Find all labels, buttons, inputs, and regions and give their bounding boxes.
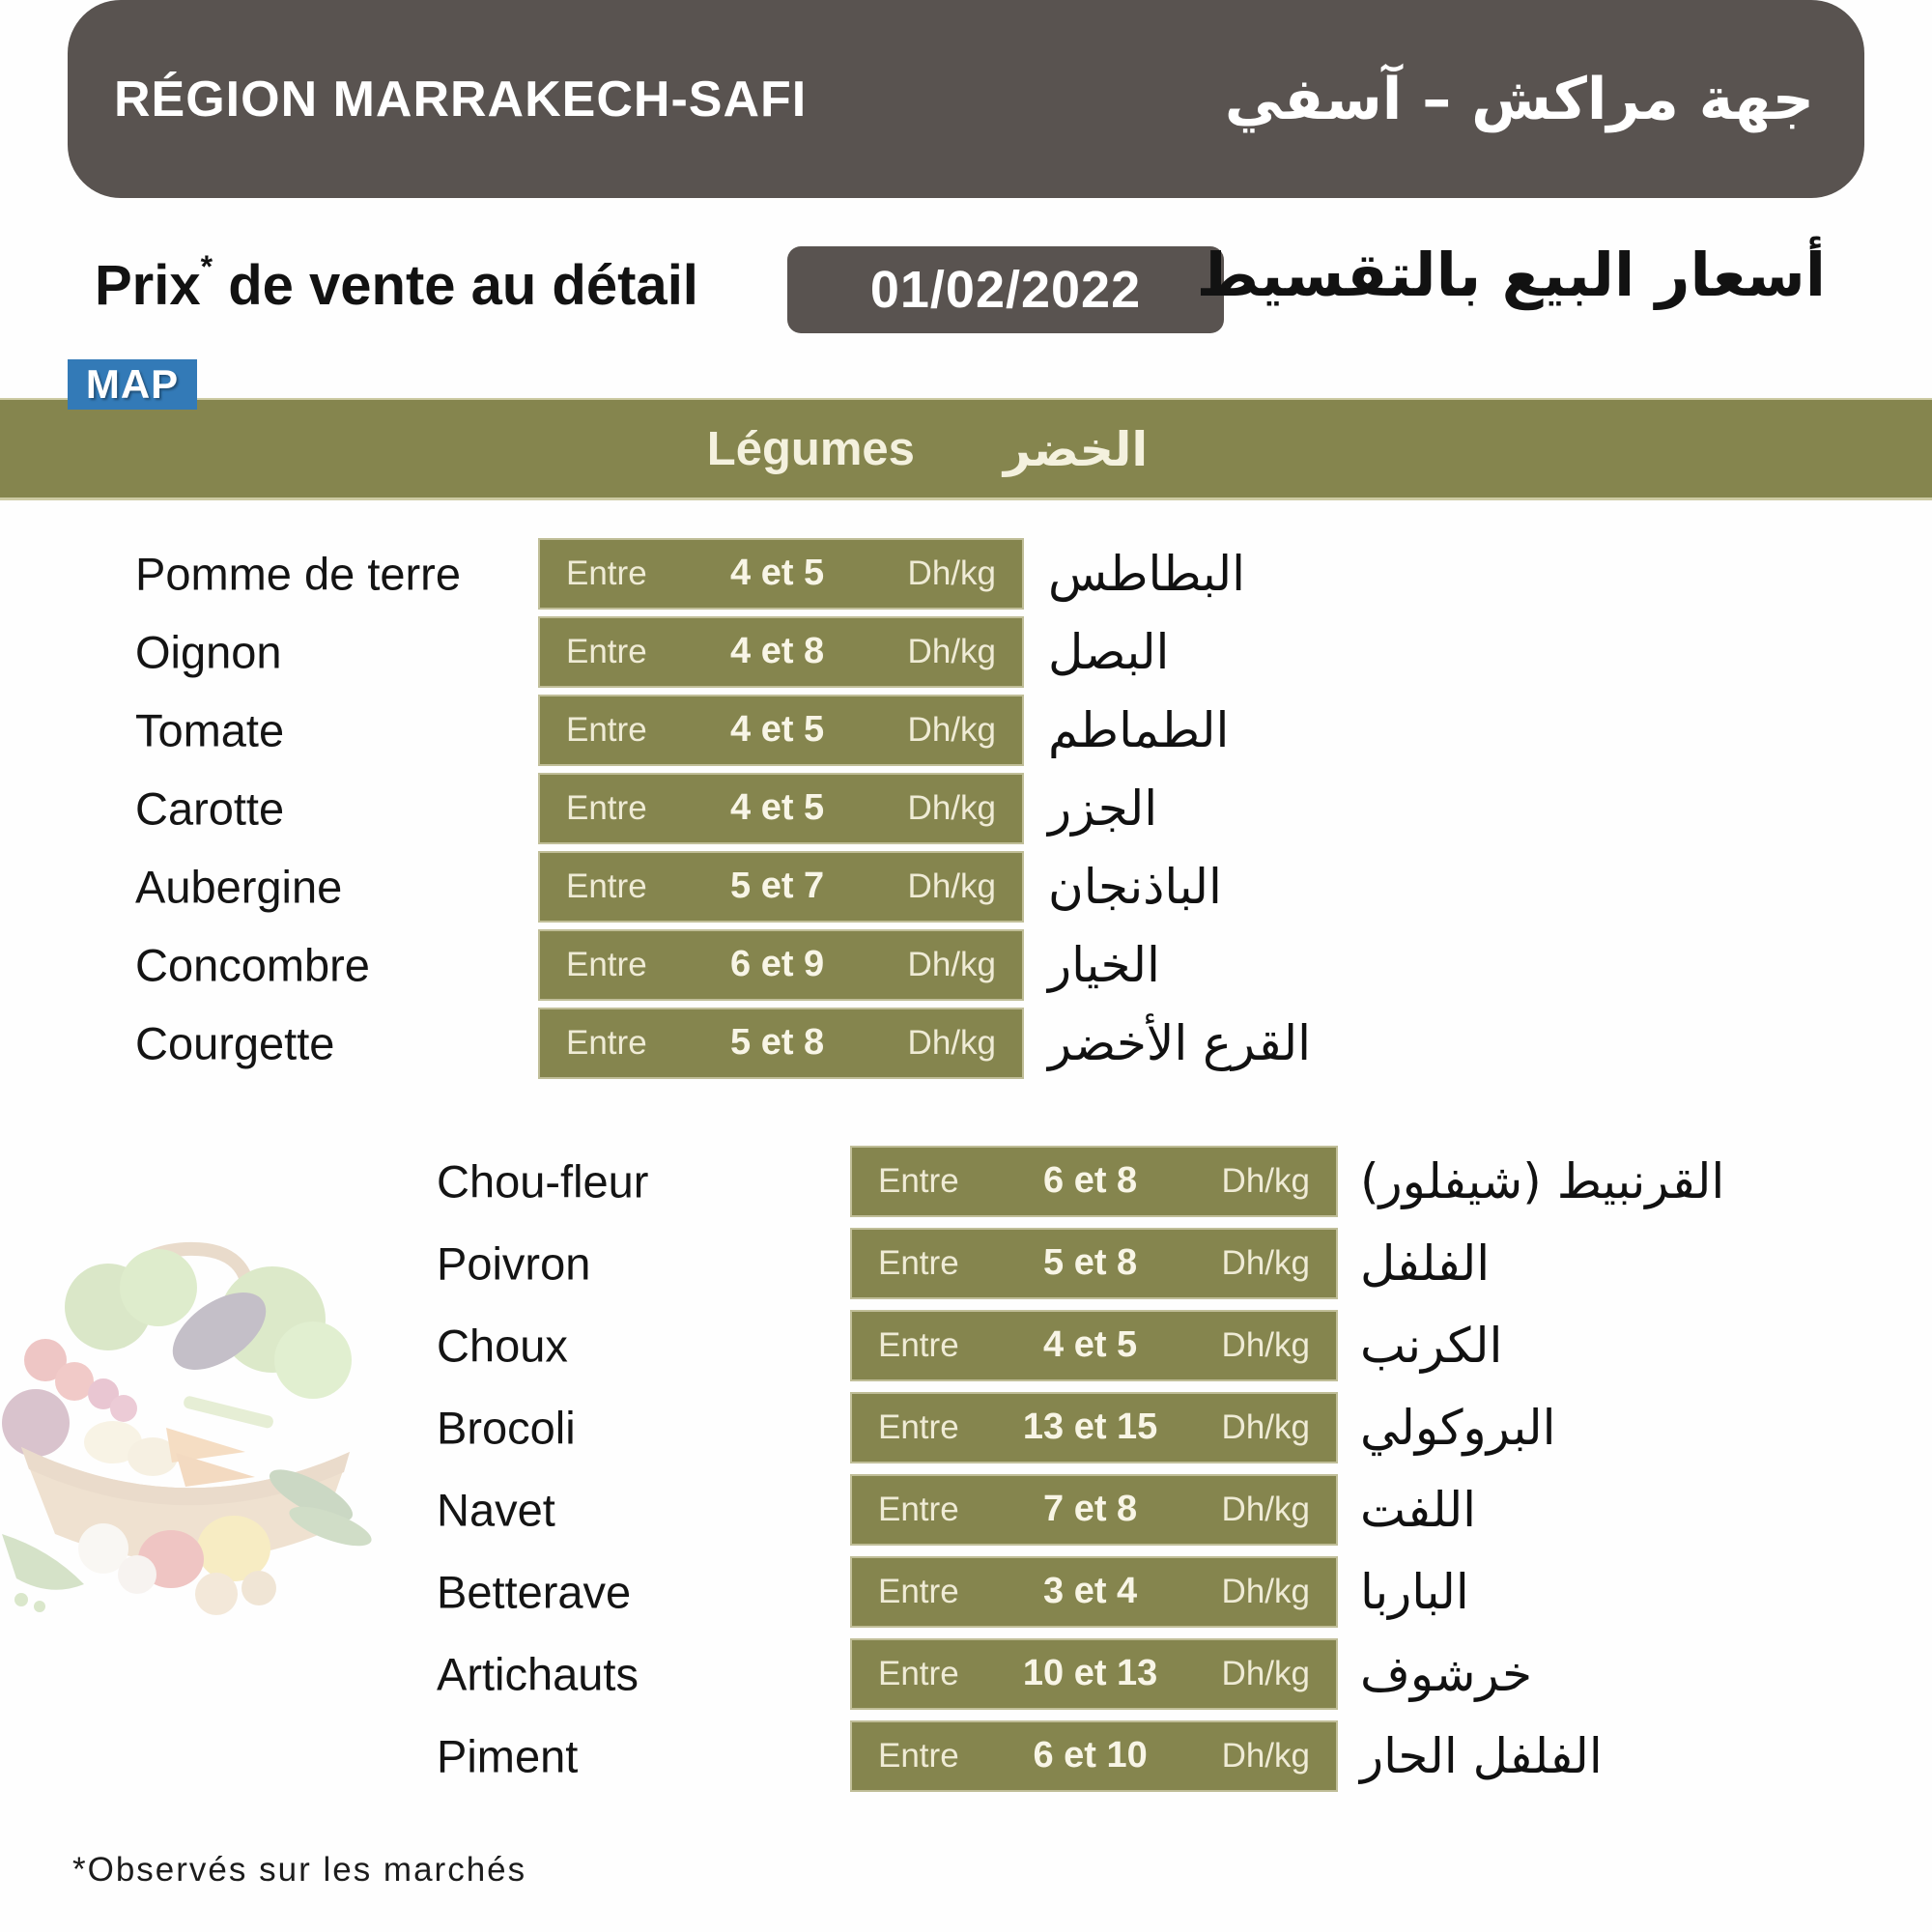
price-range-value: 4 et 5 — [730, 787, 825, 828]
price-row — [0, 1386, 1932, 1468]
vegetable-name-fr: Concombre — [135, 939, 370, 990]
page-title-ar: أسعار البيع بالتقسيط — [1196, 240, 1826, 310]
price-unit-label: Dh/kg — [907, 554, 996, 592]
title-prix-word: Prix — [95, 254, 201, 317]
footnote: *Observés sur les marchés — [72, 1851, 527, 1889]
price-badge — [538, 538, 1024, 610]
price-range-value: 10 et 13 — [1022, 1653, 1158, 1693]
vegetable-name-ar: البروكولي — [1360, 1399, 1556, 1456]
price-badge — [538, 616, 1024, 688]
price-row — [0, 1222, 1932, 1304]
price-prefix-label: Entre — [566, 788, 647, 827]
vegetable-name-fr: Pomme de terre — [135, 548, 461, 599]
vegetable-name-ar: الطماطم — [1048, 701, 1230, 758]
vegetable-name-ar: البصل — [1048, 623, 1170, 680]
price-row — [0, 1633, 1932, 1715]
price-row — [0, 691, 1932, 769]
map-agency-logo: MAP — [68, 359, 197, 410]
price-range-value: 4 et 5 — [1043, 1324, 1138, 1365]
price-badge — [850, 1474, 1338, 1546]
price-unit-label: Dh/kg — [1221, 1161, 1310, 1200]
section-label-ar: الخضر — [1003, 421, 1149, 477]
price-unit-label: Dh/kg — [907, 632, 996, 670]
title-rest: de vente au détail — [213, 254, 698, 317]
price-unit-label: Dh/kg — [1221, 1736, 1310, 1775]
price-row — [0, 769, 1932, 847]
price-range-value: 7 et 8 — [1043, 1489, 1138, 1529]
price-unit-label: Dh/kg — [1221, 1654, 1310, 1692]
price-badge — [538, 1008, 1024, 1079]
vegetable-name-fr: Betterave — [437, 1566, 632, 1617]
price-unit-label: Dh/kg — [907, 867, 996, 905]
price-prefix-label: Entre — [566, 867, 647, 905]
vegetable-name-fr: Navet — [437, 1484, 555, 1535]
vegetable-name-fr: Carotte — [135, 782, 285, 834]
vegetable-name-ar: القرنبيط (شيفلور) — [1360, 1152, 1725, 1209]
price-badge — [538, 929, 1024, 1001]
price-badge — [850, 1638, 1338, 1710]
price-range-value: 4 et 8 — [730, 631, 825, 671]
section-label-fr: Légumes — [706, 423, 915, 475]
price-prefix-label: Entre — [878, 1736, 959, 1775]
title-asterisk: * — [200, 249, 213, 284]
price-prefix-label: Entre — [566, 710, 647, 749]
price-badge — [538, 695, 1024, 766]
vegetable-name-ar: اللفت — [1360, 1481, 1477, 1538]
date-badge: 01/02/2022 — [787, 246, 1224, 333]
price-unit-label: Dh/kg — [907, 1023, 996, 1062]
vegetable-name-fr: Poivron — [437, 1237, 591, 1289]
vegetable-name-fr: Chou-fleur — [437, 1155, 649, 1207]
price-range-value: 13 et 15 — [1022, 1406, 1158, 1447]
vegetable-name-ar: الجزر — [1048, 780, 1158, 837]
vegetable-name-ar: الباذنجان — [1048, 858, 1222, 915]
price-range-value: 3 et 4 — [1043, 1571, 1138, 1611]
section-band-legumes — [0, 398, 1932, 500]
price-prefix-label: Entre — [566, 554, 647, 592]
price-prefix-label: Entre — [878, 1243, 959, 1282]
vegetable-name-fr: Oignon — [135, 626, 282, 677]
price-group-1 — [0, 534, 1932, 1082]
price-prefix-label: Entre — [878, 1654, 959, 1692]
vegetable-name-ar: خرشوف — [1360, 1645, 1533, 1702]
vegetable-name-fr: Piment — [437, 1730, 579, 1781]
price-row — [0, 534, 1932, 612]
price-range-value: 5 et 8 — [1043, 1242, 1138, 1283]
price-row — [0, 1140, 1932, 1222]
price-unit-label: Dh/kg — [1221, 1325, 1310, 1364]
price-prefix-label: Entre — [878, 1161, 959, 1200]
price-row — [0, 612, 1932, 691]
vegetable-name-fr: Aubergine — [135, 861, 343, 912]
price-range-value: 5 et 7 — [730, 866, 825, 906]
vegetable-name-ar: الخيار — [1048, 936, 1160, 993]
price-prefix-label: Entre — [878, 1490, 959, 1528]
price-prefix-label: Entre — [878, 1407, 959, 1446]
price-range-value: 5 et 8 — [730, 1022, 825, 1063]
price-badge — [538, 773, 1024, 844]
price-prefix-label: Entre — [566, 632, 647, 670]
vegetable-name-fr: Courgette — [135, 1017, 335, 1068]
price-row — [0, 847, 1932, 925]
price-badge — [850, 1310, 1338, 1381]
price-group-2 — [0, 1140, 1932, 1797]
price-unit-label: Dh/kg — [1221, 1407, 1310, 1446]
price-badge — [850, 1228, 1338, 1299]
price-range-value: 6 et 10 — [1033, 1735, 1148, 1776]
vegetable-name-ar: الكرنب — [1360, 1317, 1503, 1374]
price-row — [0, 1550, 1932, 1633]
region-title-ar: جهة مراكش – آسفي — [1224, 65, 1814, 133]
price-row — [0, 925, 1932, 1004]
price-unit-label: Dh/kg — [1221, 1490, 1310, 1528]
price-prefix-label: Entre — [566, 1023, 647, 1062]
price-row — [0, 1004, 1932, 1082]
vegetable-name-fr: Brocoli — [437, 1402, 576, 1453]
vegetable-name-ar: الفلفل — [1360, 1235, 1491, 1292]
price-unit-label: Dh/kg — [907, 710, 996, 749]
price-unit-label: Dh/kg — [907, 945, 996, 983]
region-title-fr: RÉGION MARRAKECH-SAFI — [114, 71, 808, 128]
page-title-fr — [95, 249, 698, 318]
price-badge — [538, 851, 1024, 923]
price-badge — [850, 1392, 1338, 1463]
vegetable-name-fr: Choux — [437, 1320, 568, 1371]
price-row — [0, 1715, 1932, 1797]
price-badge — [850, 1556, 1338, 1628]
price-prefix-label: Entre — [566, 945, 647, 983]
vegetable-name-ar: القرع الأخضر — [1048, 1014, 1311, 1071]
price-badge — [850, 1146, 1338, 1217]
price-range-value: 6 et 9 — [730, 944, 825, 984]
vegetable-name-fr: Tomate — [135, 704, 285, 755]
price-prefix-label: Entre — [878, 1572, 959, 1610]
price-prefix-label: Entre — [878, 1325, 959, 1364]
price-range-value: 4 et 5 — [730, 553, 825, 593]
price-range-value: 6 et 8 — [1043, 1160, 1138, 1201]
price-badge — [850, 1720, 1338, 1792]
price-unit-label: Dh/kg — [1221, 1243, 1310, 1282]
price-row — [0, 1468, 1932, 1550]
price-unit-label: Dh/kg — [907, 788, 996, 827]
price-range-value: 4 et 5 — [730, 709, 825, 750]
vegetable-name-ar: الفلفل الحار — [1360, 1727, 1603, 1784]
price-unit-label: Dh/kg — [1221, 1572, 1310, 1610]
vegetable-name-fr: Artichauts — [437, 1648, 639, 1699]
vegetable-name-ar: البطاطس — [1048, 545, 1246, 602]
vegetable-name-ar: الباربا — [1360, 1563, 1469, 1620]
price-row — [0, 1304, 1932, 1386]
header-bar — [68, 0, 1864, 198]
